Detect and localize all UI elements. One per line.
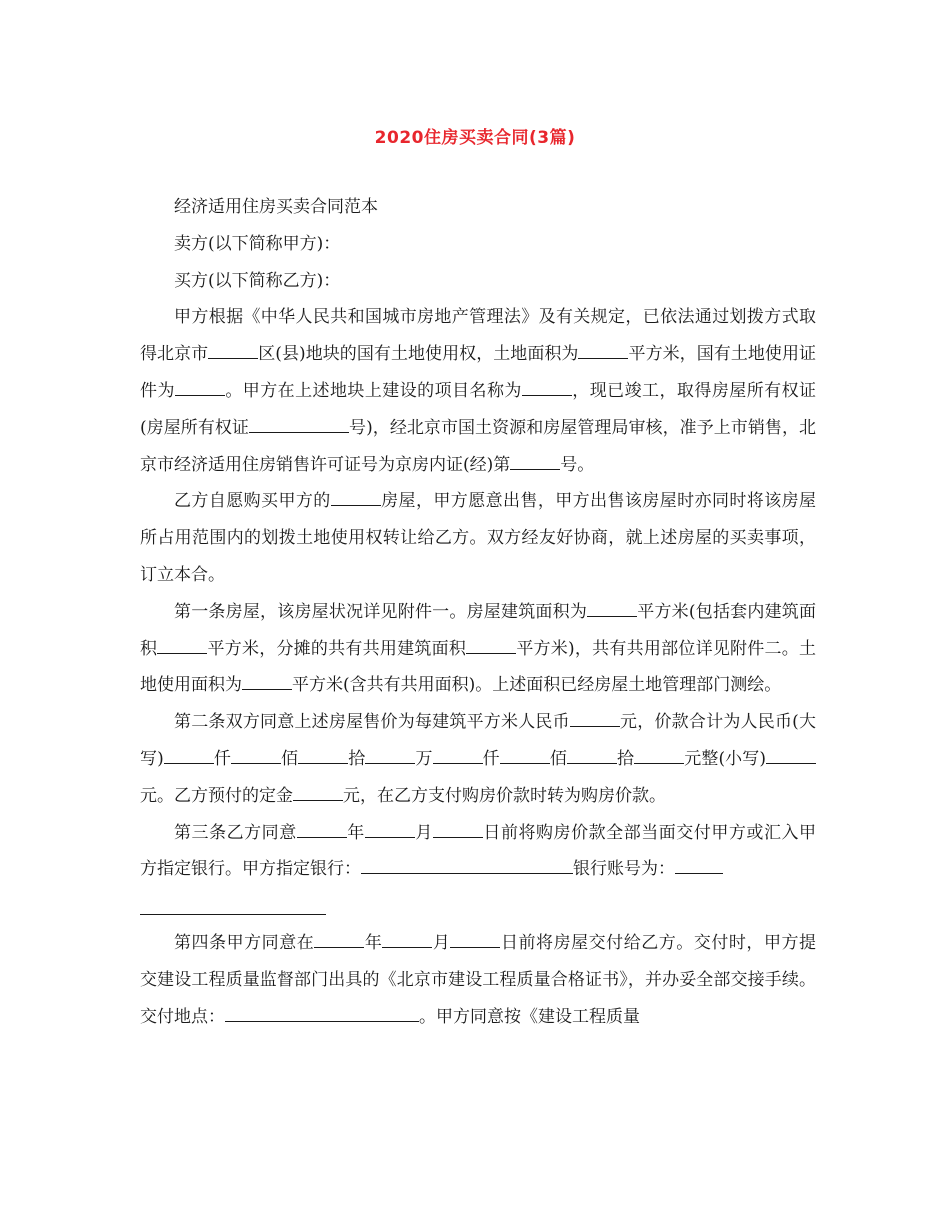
fill-blank[interactable]: [500, 745, 550, 764]
fill-blank-account[interactable]: [675, 856, 723, 875]
text-segment: 日前将房屋交付给乙方。交付时，甲方提交建设工程质量监督部门出具的《北京市建设工程质量合格证书》，并办妥全部交接手续。交付地点：: [140, 933, 817, 1027]
fill-blank[interactable]: [433, 819, 483, 838]
fill-blank[interactable]: [297, 819, 347, 838]
text-segment: 元，价款合计为人民币(大写): [140, 712, 816, 769]
text-segment: 房屋，甲方愿意出售，甲方出售该房屋时亦同时将该房屋所占用范围内的划拨土地使用权转让给乙方。双方经友好协商，就上述房屋的买卖事项，订立本合。: [140, 491, 817, 585]
text-segment: 仟: [213, 748, 231, 769]
fill-blank[interactable]: [466, 635, 516, 654]
text-segment: 元。乙方预付的定金: [140, 785, 293, 806]
text-segment: 平方米(包括套内建筑面积: [140, 601, 816, 659]
article-3: [140, 815, 816, 889]
text-segment: 拾: [348, 748, 366, 769]
text-segment: ，现已竣工，取得房屋所有权证(房屋所有权证: [140, 380, 817, 438]
text-segment: 平方米，国有土地使用证件为: [140, 344, 817, 401]
text-segment: 号)，经北京市国土资源和房屋管理局审核，准予上市销售，北京市经济适用住房销售许可证号为京房内证(经)第: [140, 417, 816, 475]
text-segment: 元，在乙方支付购房价款时转为购房价款。: [343, 785, 666, 806]
text-segment: 万: [415, 748, 433, 769]
text-segment: 年: [346, 822, 365, 843]
fill-blank[interactable]: [365, 819, 415, 838]
fill-blank[interactable]: [175, 377, 225, 396]
fill-blank[interactable]: [634, 745, 684, 764]
text-segment: 第一条房屋，该房屋状况详见附件一。房屋建筑面积为: [174, 601, 588, 622]
text-segment: 平方米)，共有共用部位详见附件二。土地使用面积为: [140, 638, 817, 696]
document-title: 2020住房买卖合同(3篇): [374, 128, 576, 148]
text-segment: 日前将购房价款全部当面交付甲方或汇入甲方指定银行。甲方指定银行：: [140, 822, 817, 880]
fill-blank[interactable]: [298, 745, 348, 764]
text-segment: 佰: [280, 748, 299, 769]
fill-blank[interactable]: [164, 745, 214, 764]
text-segment: 甲方根据《中华人民共和国城市房地产管理法》及有关规定，已依法通过划拨方式取得北京市: [140, 307, 816, 365]
text-segment: 月: [414, 822, 433, 843]
text-segment: 乙方自愿购买甲方的: [174, 491, 331, 512]
paragraph-purchase-intent: [140, 483, 816, 593]
text-segment: 。甲方同意按《建设工程质量: [419, 1006, 640, 1027]
article-2: [140, 704, 816, 814]
text-segment: 。甲方在上述地块上建设的项目名称为: [224, 380, 522, 401]
text-segment: 平方米，分摊的共有共用建筑面积: [207, 638, 467, 659]
fill-blank[interactable]: [382, 929, 432, 948]
fill-blank[interactable]: [208, 340, 258, 359]
text-segment: 仟: [482, 748, 500, 769]
fill-blank[interactable]: [249, 414, 349, 433]
fill-blank[interactable]: [331, 488, 381, 507]
paragraph-land-rights: [140, 299, 816, 483]
fill-blank[interactable]: [365, 745, 415, 764]
fill-blank[interactable]: [587, 598, 637, 617]
fill-blank[interactable]: [510, 451, 560, 470]
fill-blank[interactable]: [242, 672, 292, 691]
text-segment: 月: [432, 933, 451, 954]
fill-blank[interactable]: [450, 929, 500, 948]
fill-blank[interactable]: [231, 745, 281, 764]
fill-blank-location[interactable]: [225, 1003, 419, 1022]
fill-blank[interactable]: [766, 745, 816, 764]
text-segment: 第四条甲方同意在: [174, 933, 315, 954]
contract-body: [140, 189, 816, 1036]
fill-blank[interactable]: [578, 340, 628, 359]
text-segment: 元整(小写): [684, 748, 767, 769]
fill-blank[interactable]: [314, 929, 364, 948]
fill-blank[interactable]: [433, 745, 483, 764]
fill-blank[interactable]: [157, 635, 207, 654]
fill-blank[interactable]: [567, 745, 617, 764]
paragraph-subtitle: 经济适用住房买卖合同范本: [174, 197, 378, 217]
fill-blank-bank[interactable]: [361, 856, 573, 875]
paragraph-seller: 卖方(以下简称甲方)：: [174, 233, 341, 254]
text-segment: 银行账号为：: [573, 859, 675, 880]
article-4: [140, 925, 816, 1035]
text-segment: 佰: [549, 748, 567, 769]
text-segment: 第三条乙方同意: [174, 822, 297, 843]
text-segment: 平方米(含共有共用面积)。上述面积已经房屋土地管理部门测绘。: [292, 675, 782, 696]
fill-blank[interactable]: [293, 782, 343, 801]
fill-blank[interactable]: [522, 377, 572, 396]
text-segment: 号。: [560, 454, 595, 475]
text-segment: 区(县)地块的国有土地使用权，土地面积为: [258, 344, 579, 365]
fill-blank-account-continued[interactable]: [140, 888, 326, 915]
text-segment: 拾: [616, 748, 635, 769]
paragraph-buyer: 买方(以下简称乙方)：: [174, 270, 341, 291]
article-1: [140, 594, 816, 704]
fill-blank[interactable]: [570, 708, 620, 727]
text-segment: 年: [364, 933, 383, 954]
text-segment: 第二条双方同意上述房屋售价为每建筑平方米人民币: [174, 712, 570, 733]
